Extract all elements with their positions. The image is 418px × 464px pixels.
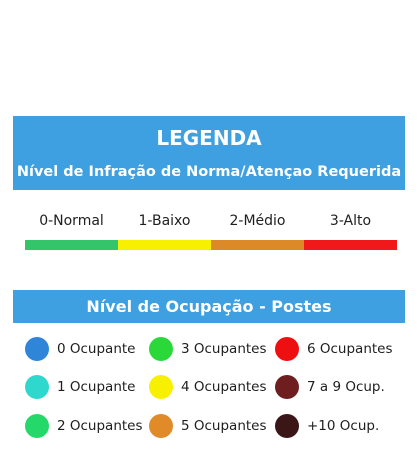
occupancy-label: 6 Ocupantes	[307, 341, 393, 357]
level-swatch-medio	[211, 240, 304, 250]
occupancy-label: 4 Ocupantes	[181, 379, 267, 395]
occupancy-header	[13, 290, 405, 323]
occupancy-item	[25, 375, 135, 399]
level-label-baixo: 1-Baixo	[138, 213, 191, 229]
level-label-alto: 3-Alto	[329, 213, 372, 229]
occupancy-item	[149, 337, 267, 361]
occupancy-label: 2 Ocupantes	[57, 418, 143, 434]
occupancy-item	[25, 414, 143, 438]
infraction-scale	[13, 190, 405, 264]
circle-icon	[149, 337, 173, 361]
circle-icon	[25, 414, 49, 438]
level-labels	[25, 213, 397, 229]
level-swatch-baixo	[118, 240, 211, 250]
occupancy-item	[275, 414, 379, 438]
circle-icon	[25, 375, 49, 399]
occupancy-item	[275, 375, 385, 399]
occupancy-legend	[13, 323, 405, 440]
occupancy-title: Nível de Ocupação - Postes	[86, 297, 332, 316]
occupancy-label: 3 Ocupantes	[181, 341, 267, 357]
circle-icon	[275, 414, 299, 438]
circle-icon	[275, 337, 299, 361]
occupancy-item	[275, 337, 393, 361]
circle-icon	[25, 337, 49, 361]
level-label-medio: 2-Médio	[229, 213, 286, 229]
occupancy-item	[149, 414, 267, 438]
circle-icon	[149, 375, 173, 399]
level-swatch-alto	[304, 240, 397, 250]
occupancy-item	[25, 337, 135, 361]
level-label-normal: 0-Normal	[39, 213, 104, 229]
occupancy-label: 5 Ocupantes	[181, 418, 267, 434]
occupancy-label: 7 a 9 Ocup.	[307, 379, 385, 395]
legend-header	[13, 116, 405, 190]
occupancy-label: 1 Ocupante	[57, 379, 136, 395]
legend-title: LEGENDA	[156, 126, 262, 150]
circle-icon	[149, 414, 173, 438]
occupancy-label: +10 Ocup.	[307, 418, 380, 434]
level-color-bar	[25, 240, 397, 250]
level-swatch-normal	[25, 240, 118, 250]
legend-subtitle: Nível de Infração de Norma/Atençao Requerida	[16, 164, 402, 180]
occupancy-item	[149, 375, 267, 399]
circle-icon	[275, 375, 299, 399]
occupancy-label: 0 Ocupante	[57, 341, 136, 357]
